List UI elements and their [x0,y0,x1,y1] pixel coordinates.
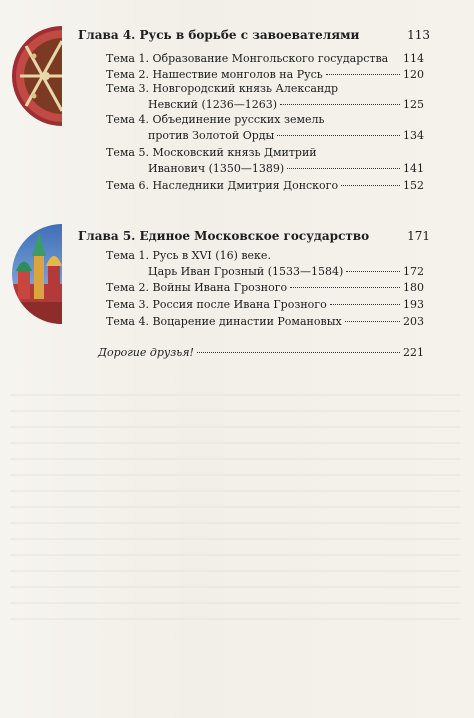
topic-title: Тема 4. Объединение русских земель [106,113,325,126]
topic-title: Тема 1. Образование Монгольского государства [106,52,389,65]
topic-page-number: 193 [403,298,424,311]
dot-leader [290,287,400,288]
toc-entry[interactable] [106,51,424,67]
toc-entry-closing[interactable] [98,345,424,361]
topic-title-line2: Невский (1236—1263) [148,98,278,111]
dot-leader [346,271,400,272]
topic-title-line2: против Золотой Орды [148,129,275,142]
topic-title: Тема 6. Наследники Дмитрия Донского [106,179,339,192]
bleed-through-texture [10,380,460,620]
dot-leader [197,352,400,353]
chapter-5-heading[interactable] [78,229,430,243]
topic-page-number: 152 [403,179,424,192]
topic-page-number: 172 [403,265,424,278]
topic-title-line2: Иванович (1350—1389) [148,162,285,175]
topic-title: Тема 2. Войны Ивана Грозного [106,281,288,294]
toc-entry[interactable] [106,178,424,194]
topic-title-line2: Царь Иван Грозный (1533—1584) [148,265,344,278]
topic-title: Тема 3. Новгородский князь Александр [106,82,339,95]
topic-title: Тема 4. Воцарение династии Романовых [106,315,342,328]
chapter-page-number: 113 [407,28,430,42]
dot-leader [345,321,400,322]
toc-entry[interactable] [106,145,424,177]
dot-leader [277,135,400,136]
topic-page-number: 134 [403,129,424,142]
topic-page-number: 120 [403,68,424,81]
chapter-page-number: 171 [407,229,430,243]
cathedral-icon [12,224,62,324]
closing-label: Дорогие друзья! [98,346,194,359]
topic-page-number: 180 [403,281,424,294]
toc-entry[interactable] [106,280,424,296]
dot-leader [326,74,400,75]
toc-entry[interactable] [106,248,424,280]
closing-page-number: 221 [403,346,424,359]
topic-title: Тема 1. Русь в XVI (16) веке. [106,249,271,262]
dot-leader [330,304,400,305]
dot-leader [280,104,400,105]
topic-title: Тема 5. Московский князь Дмитрий [106,146,317,159]
shield-icon [12,26,62,126]
toc-entry[interactable] [106,297,424,313]
toc-entry[interactable] [106,81,424,113]
topic-title: Тема 3. Россия после Ивана Грозного [106,298,327,311]
topic-page-number: 203 [403,315,424,328]
chapter-4-heading[interactable] [78,28,430,42]
topic-page-number: 141 [403,162,424,175]
dot-leader [341,185,400,186]
toc-entry[interactable] [106,112,424,144]
dot-leader [287,168,400,169]
topic-page-number: 125 [403,98,424,111]
toc-entry[interactable] [106,314,424,330]
topic-page-number: 114 [403,52,424,65]
topic-title: Тема 2. Нашествие монголов на Русь [106,68,323,81]
chapter-title: Глава 4. Русь в борьбе с завоевателями [78,28,360,42]
chapter-title: Глава 5. Единое Московское государство [78,229,370,243]
